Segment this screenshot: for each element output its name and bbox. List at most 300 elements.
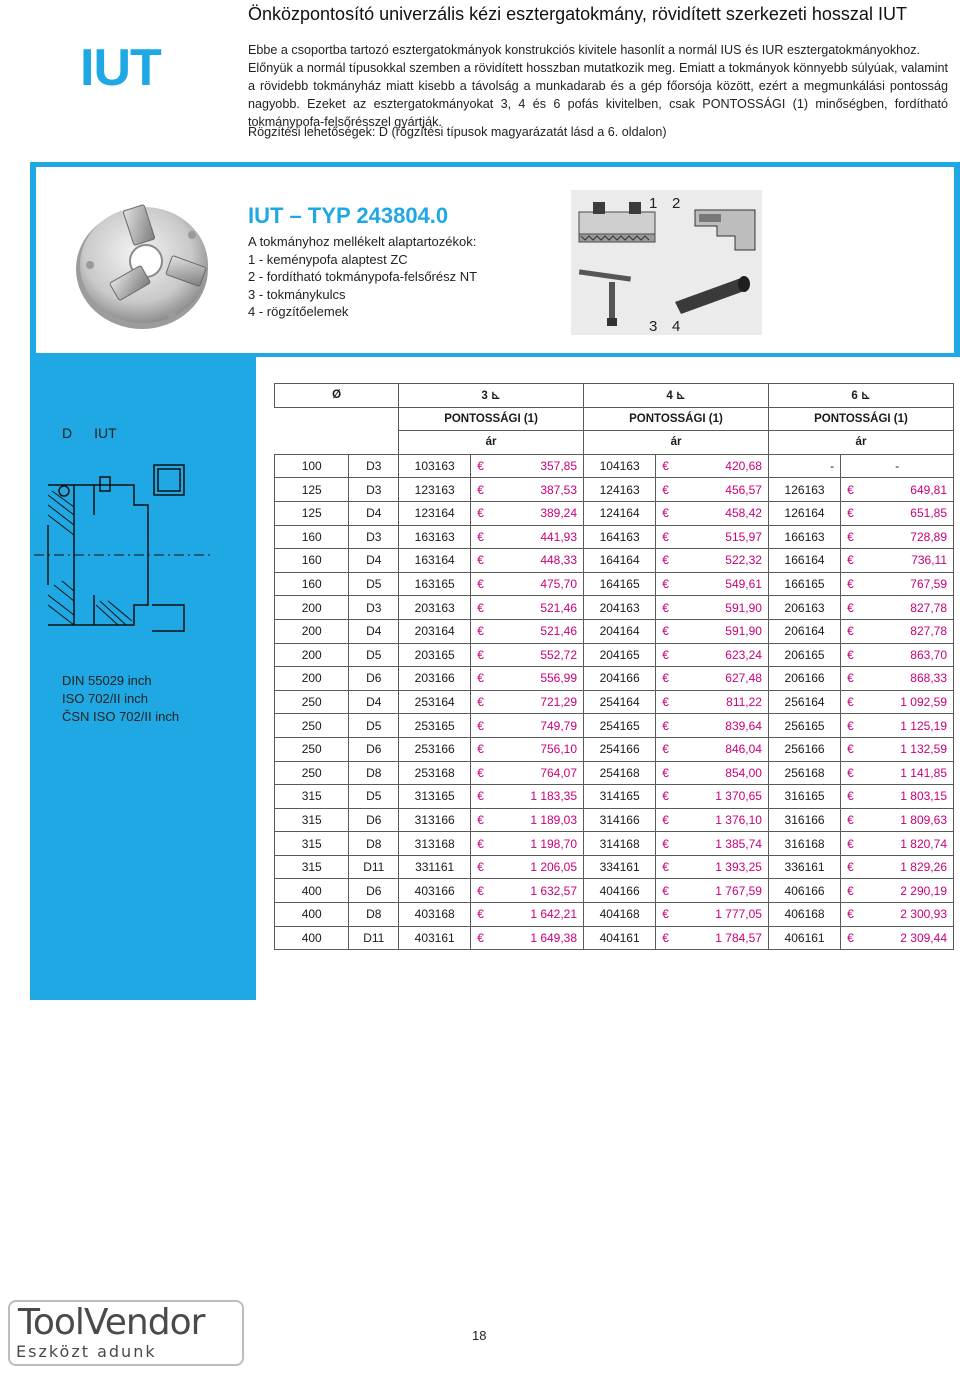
diameter-cell: 250 <box>275 714 349 738</box>
code-cell: 256165 <box>768 714 840 738</box>
price-value: 456,57 <box>725 482 762 497</box>
currency-symbol: € <box>847 930 854 945</box>
code-cell: 206164 <box>768 619 840 643</box>
currency-symbol: € <box>477 930 484 945</box>
price-value: 521,46 <box>540 600 578 615</box>
diameter-cell: 250 <box>275 690 349 714</box>
code-cell: 314165 <box>584 785 656 809</box>
code-cell: 334161 <box>584 855 656 879</box>
currency-symbol: € <box>847 671 854 686</box>
price-value: 854,00 <box>725 765 762 780</box>
accessory-item: 1 - keménypofa alaptest ZC <box>248 251 408 267</box>
price-value: 736,11 <box>911 553 947 568</box>
fastener-icon <box>675 276 750 314</box>
code-cell: 253166 <box>399 737 471 761</box>
code-cell: 203166 <box>399 667 471 691</box>
currency-symbol: € <box>847 812 854 827</box>
currency-symbol: € <box>477 742 484 757</box>
price-value: 387,53 <box>540 482 578 497</box>
price-cell <box>656 619 769 643</box>
code-cell: 206165 <box>768 643 840 667</box>
price-value: 549,61 <box>725 577 762 592</box>
code-cell: 204164 <box>584 619 656 643</box>
price-header: ár <box>399 431 584 455</box>
code-cell: 403168 <box>399 903 471 927</box>
price-cell <box>656 525 769 549</box>
mount-cell: D5 <box>349 785 399 809</box>
table-row <box>275 596 954 620</box>
code-cell: 166164 <box>768 549 840 573</box>
mount-cell: D5 <box>349 572 399 596</box>
code-cell: 166163 <box>768 525 840 549</box>
price-value: 1 777,05 <box>715 907 762 922</box>
currency-symbol: € <box>847 624 854 639</box>
table-row <box>275 903 954 927</box>
code-cell: 313166 <box>399 808 471 832</box>
code-cell: - <box>768 454 840 478</box>
price-cell <box>471 785 584 809</box>
mount-type-label: D <box>62 425 73 441</box>
currency-symbol: € <box>662 812 669 827</box>
price-cell <box>656 855 769 879</box>
price-cell <box>841 926 954 950</box>
accessories-list <box>248 233 477 321</box>
standard-item: DIN 55029 inch <box>62 673 152 688</box>
currency-symbol: € <box>477 482 484 497</box>
mount-cell: D3 <box>349 596 399 620</box>
code-cell: 316165 <box>768 785 840 809</box>
code-cell: 313165 <box>399 785 471 809</box>
jaws-3-header: 3 ⊾ <box>399 384 584 408</box>
currency-symbol: € <box>477 860 484 875</box>
currency-symbol: € <box>477 907 484 922</box>
price-cell <box>656 926 769 950</box>
price-cell <box>841 690 954 714</box>
price-value: 515,97 <box>725 529 762 544</box>
price-table-body <box>275 454 954 949</box>
code-cell: 123164 <box>399 501 471 525</box>
table-row <box>275 690 954 714</box>
code-cell: 103163 <box>399 454 471 478</box>
price-value: 591,90 <box>725 624 762 639</box>
price-cell <box>841 737 954 761</box>
mount-cell: D3 <box>349 454 399 478</box>
code-cell: 203163 <box>399 596 471 620</box>
currency-symbol: € <box>847 577 854 592</box>
currency-symbol: € <box>477 459 484 474</box>
accessory-number-1: 1 <box>649 195 658 212</box>
mount-cell: D4 <box>349 501 399 525</box>
mount-cell: D11 <box>349 855 399 879</box>
accessory-item: 3 - tokmánykulcs <box>248 286 346 302</box>
header-spacer <box>275 407 399 431</box>
price-cell <box>471 643 584 667</box>
code-cell: 163163 <box>399 525 471 549</box>
price-value: 1 198,70 <box>530 836 578 851</box>
price-value: 623,24 <box>725 647 762 662</box>
price-cell <box>656 643 769 667</box>
price-value: 1 183,35 <box>530 789 578 804</box>
code-cell: 403166 <box>399 879 471 903</box>
price-cell <box>841 761 954 785</box>
technical-drawing <box>34 455 214 655</box>
price-cell <box>471 903 584 927</box>
code-cell: 316168 <box>768 832 840 856</box>
price-cell <box>471 596 584 620</box>
accuracy-header: PONTOSSÁGI (1) <box>768 407 953 431</box>
code-cell: 404166 <box>584 879 656 903</box>
currency-symbol: € <box>847 789 854 804</box>
currency-symbol: € <box>662 600 669 615</box>
code-cell: 331161 <box>399 855 471 879</box>
price-value: 868,33 <box>910 671 947 686</box>
price-value: 1 370,65 <box>715 789 762 804</box>
diameter-cell: 200 <box>275 596 349 620</box>
price-value: 1 632,57 <box>530 883 578 898</box>
price-value: 1 803,15 <box>900 789 947 804</box>
mount-cell: D8 <box>349 832 399 856</box>
currency-symbol: € <box>847 647 854 662</box>
code-cell: 164164 <box>584 549 656 573</box>
price-cell <box>471 926 584 950</box>
accessories-illustration <box>571 190 762 335</box>
mount-cell: D6 <box>349 737 399 761</box>
currency-symbol: € <box>662 529 669 544</box>
price-value: 1 125,19 <box>900 718 947 733</box>
mount-cell: D6 <box>349 879 399 903</box>
company-logo <box>8 1300 244 1366</box>
price-cell <box>471 572 584 596</box>
diameter-cell: 125 <box>275 478 349 502</box>
price-cell <box>841 596 954 620</box>
price-cell <box>656 478 769 502</box>
price-value: 651,85 <box>910 506 947 521</box>
code-cell: 126163 <box>768 478 840 502</box>
price-value: 749,79 <box>540 718 578 733</box>
price-value: 522,32 <box>725 553 762 568</box>
price-value: 721,29 <box>540 695 578 710</box>
accuracy-header: PONTOSSÁGI (1) <box>399 407 584 431</box>
price-cell <box>841 643 954 667</box>
standard-item: ISO 702/II inch <box>62 691 148 706</box>
currency-symbol: € <box>477 506 484 521</box>
code-cell: 404168 <box>584 903 656 927</box>
code-cell: 314166 <box>584 808 656 832</box>
price-value: 846,04 <box>725 742 762 757</box>
mount-cell: D3 <box>349 525 399 549</box>
code-cell: 254165 <box>584 714 656 738</box>
table-row <box>275 855 954 879</box>
price-cell <box>656 761 769 785</box>
price-value: 1 649,38 <box>530 930 578 945</box>
currency-symbol: € <box>662 482 669 497</box>
currency-symbol: € <box>847 600 854 615</box>
currency-symbol: € <box>662 459 669 474</box>
price-value: 1 206,05 <box>530 860 578 875</box>
price-value: 649,81 <box>910 482 947 497</box>
diameter-cell: 250 <box>275 761 349 785</box>
code-cell: 256164 <box>768 690 840 714</box>
code-cell: 254166 <box>584 737 656 761</box>
currency-symbol: € <box>477 553 484 568</box>
code-cell: 256166 <box>768 737 840 761</box>
currency-symbol: € <box>477 577 484 592</box>
table-row <box>275 454 954 478</box>
price-cell <box>471 855 584 879</box>
table-row <box>275 832 954 856</box>
currency-symbol: € <box>847 529 854 544</box>
code-cell: 403161 <box>399 926 471 950</box>
price-value: 1 385,74 <box>715 836 762 851</box>
price-value: 2 290,19 <box>900 883 947 898</box>
price-value: 1 642,21 <box>530 907 578 922</box>
currency-symbol: € <box>477 836 484 851</box>
currency-symbol: € <box>662 671 669 686</box>
page-number: 18 <box>472 1328 487 1343</box>
mount-cell: D6 <box>349 667 399 691</box>
currency-symbol: € <box>477 647 484 662</box>
code-cell: 124163 <box>584 478 656 502</box>
currency-symbol: € <box>477 600 484 615</box>
price-cell <box>656 596 769 620</box>
price-value: 728,89 <box>910 529 947 544</box>
diameter-cell: 200 <box>275 643 349 667</box>
price-cell <box>656 454 769 478</box>
currency-symbol: € <box>847 836 854 851</box>
currency-symbol: € <box>847 742 854 757</box>
diameter-cell: 100 <box>275 454 349 478</box>
accuracy-header: PONTOSSÁGI (1) <box>584 407 769 431</box>
price-cell <box>841 619 954 643</box>
currency-symbol: € <box>662 718 669 733</box>
code-cell: 254164 <box>584 690 656 714</box>
price-cell <box>471 667 584 691</box>
diameter-cell: 250 <box>275 737 349 761</box>
price-value: 756,10 <box>540 742 578 757</box>
code-cell: 314168 <box>584 832 656 856</box>
intro-line-1: Ebbe a csoportba tartozó esztergatokmányok konstrukciós kivitele hasonlít a normál IUS és IUR esztergatokmányokhoz. <box>248 43 920 57</box>
code-cell: 404161 <box>584 926 656 950</box>
price-value: 1 141,85 <box>900 765 947 780</box>
price-cell <box>656 501 769 525</box>
chuck-key-icon <box>579 269 631 326</box>
intro-line-2: Előnyük a normál típusokkal szemben a rövidített hosszban mutatkozik meg. Emiatt a tokmányok könnyebb súlyúak, valamint a rövidebb tokmányház miatt kisebb a távolság a munkadarab és a gép főorsója között, ezért a megmunkálási pontosság nagyobb. Ezeket az esztergatokmányokat 3, 4 és 6 pofás kivitelben, csak PONTOSSÁGI (1) minőségben, fordítható tokmánypofa-felsőrésszel gyártják. <box>248 61 948 129</box>
code-cell: 253165 <box>399 714 471 738</box>
jaw-icon: ⊾ <box>857 390 871 403</box>
price-header: ár <box>768 431 953 455</box>
currency-symbol: € <box>477 718 484 733</box>
code-cell: 336161 <box>768 855 840 879</box>
currency-symbol: € <box>662 789 669 804</box>
price-value: 2 300,93 <box>900 907 947 922</box>
currency-symbol: € <box>847 506 854 521</box>
table-row <box>275 879 954 903</box>
price-cell <box>471 879 584 903</box>
logo-name: ToolVendor <box>18 1302 205 1343</box>
diameter-cell: 315 <box>275 785 349 809</box>
code-cell: 166165 <box>768 572 840 596</box>
price-cell <box>656 549 769 573</box>
diameter-header: Ø <box>275 384 399 408</box>
header-spacer <box>275 431 399 455</box>
price-value: 627,48 <box>725 671 762 686</box>
currency-symbol: € <box>847 695 854 710</box>
code-cell: 406166 <box>768 879 840 903</box>
accessories-image <box>571 190 762 335</box>
price-cell <box>656 879 769 903</box>
currency-symbol: € <box>662 506 669 521</box>
price-value: 1 132,59 <box>900 742 947 757</box>
code-cell: 124164 <box>584 501 656 525</box>
price-cell <box>656 572 769 596</box>
price-cell <box>471 808 584 832</box>
price-value: 1 092,59 <box>900 695 947 710</box>
code-cell: 163164 <box>399 549 471 573</box>
price-cell <box>841 549 954 573</box>
price-cell <box>656 714 769 738</box>
price-cell <box>471 737 584 761</box>
code-cell: 206163 <box>768 596 840 620</box>
price-cell <box>841 501 954 525</box>
table-row <box>275 549 954 573</box>
jaws-6-header: 6 ⊾ <box>768 384 953 408</box>
price-cell <box>656 903 769 927</box>
currency-symbol: € <box>662 647 669 662</box>
currency-symbol: € <box>477 765 484 780</box>
currency-symbol: € <box>847 860 854 875</box>
price-cell <box>841 832 954 856</box>
code-cell: 164165 <box>584 572 656 596</box>
price-value: 1 767,59 <box>715 883 762 898</box>
diameter-cell: 315 <box>275 855 349 879</box>
price-cell <box>656 667 769 691</box>
code-cell: 203164 <box>399 619 471 643</box>
price-value: 1 784,57 <box>715 930 762 945</box>
mount-cell: D8 <box>349 761 399 785</box>
currency-symbol: € <box>662 765 669 780</box>
currency-symbol: € <box>662 624 669 639</box>
table-row <box>275 785 954 809</box>
price-value: 767,59 <box>910 577 947 592</box>
standards-list <box>62 672 179 726</box>
price-cell <box>841 478 954 502</box>
mount-cell: D3 <box>349 478 399 502</box>
price-value: 764,07 <box>540 765 578 780</box>
currency-symbol: € <box>662 695 669 710</box>
diameter-cell: 125 <box>275 501 349 525</box>
table-row <box>275 714 954 738</box>
price-value: 1 393,25 <box>715 860 762 875</box>
price-cell <box>841 572 954 596</box>
code-cell: 123163 <box>399 478 471 502</box>
price-cell <box>471 761 584 785</box>
diameter-cell: 160 <box>275 525 349 549</box>
price-cell <box>471 525 584 549</box>
code-cell: 316166 <box>768 808 840 832</box>
price-value: 420,68 <box>725 459 762 474</box>
page-title: Önközpontosító univerzális kézi esztergatokmány, rövidített szerkezeti hosszal IUT <box>248 4 907 24</box>
currency-symbol: € <box>847 765 854 780</box>
currency-symbol: € <box>847 718 854 733</box>
mount-cell: D4 <box>349 549 399 573</box>
table-row <box>275 808 954 832</box>
price-cell <box>841 855 954 879</box>
currency-symbol: € <box>477 883 484 898</box>
currency-symbol: € <box>477 624 484 639</box>
table-row <box>275 643 954 667</box>
code-cell: 204166 <box>584 667 656 691</box>
diameter-cell: 400 <box>275 903 349 927</box>
currency-symbol: € <box>847 883 854 898</box>
code-cell: 253164 <box>399 690 471 714</box>
price-value: 811,22 <box>726 695 762 710</box>
diameter-cell: 400 <box>275 879 349 903</box>
price-cell <box>841 525 954 549</box>
currency-symbol: € <box>847 482 854 497</box>
price-cell <box>841 879 954 903</box>
currency-symbol: € <box>477 812 484 827</box>
price-cell: - <box>841 454 954 478</box>
code-cell: 206166 <box>768 667 840 691</box>
diameter-cell: 400 <box>275 926 349 950</box>
currency-symbol: € <box>477 671 484 686</box>
price-value: 591,90 <box>725 600 762 615</box>
table-row <box>275 572 954 596</box>
diameter-cell: 200 <box>275 619 349 643</box>
standard-item: ČSN ISO 702/II inch <box>62 709 180 724</box>
mount-cell: D4 <box>349 619 399 643</box>
table-row <box>275 926 954 950</box>
price-header: ár <box>584 431 769 455</box>
sidebar-labels <box>62 425 139 441</box>
intro-text <box>248 41 948 131</box>
table-row <box>275 667 954 691</box>
jaw-icon: ⊾ <box>672 390 686 403</box>
chuck-photo <box>72 195 220 335</box>
code-cell: 126164 <box>768 501 840 525</box>
code-cell: 313168 <box>399 832 471 856</box>
table-row <box>275 501 954 525</box>
price-value: 441,93 <box>540 529 578 544</box>
price-cell <box>656 785 769 809</box>
product-type-title: IUT – TYP 243804.0 <box>248 203 449 228</box>
price-value: 357,85 <box>540 459 578 474</box>
price-cell <box>471 690 584 714</box>
code-cell: 253168 <box>399 761 471 785</box>
table-row <box>275 525 954 549</box>
mount-cell: D5 <box>349 643 399 667</box>
price-cell <box>656 737 769 761</box>
price-cell <box>471 501 584 525</box>
currency-symbol: € <box>847 907 854 922</box>
currency-symbol: € <box>662 577 669 592</box>
price-cell <box>841 667 954 691</box>
mount-cell: D5 <box>349 714 399 738</box>
price-value: 521,46 <box>540 624 578 639</box>
price-cell <box>656 832 769 856</box>
price-cell <box>841 714 954 738</box>
code-cell: 254168 <box>584 761 656 785</box>
price-value: 863,70 <box>910 647 947 662</box>
table-row <box>275 478 954 502</box>
currency-symbol: € <box>662 883 669 898</box>
code-cell: 104163 <box>584 454 656 478</box>
price-cell <box>471 619 584 643</box>
price-cell <box>471 549 584 573</box>
price-value: 556,99 <box>540 671 578 686</box>
code-cell: 406161 <box>768 926 840 950</box>
product-code-heading: IUT <box>80 39 161 97</box>
